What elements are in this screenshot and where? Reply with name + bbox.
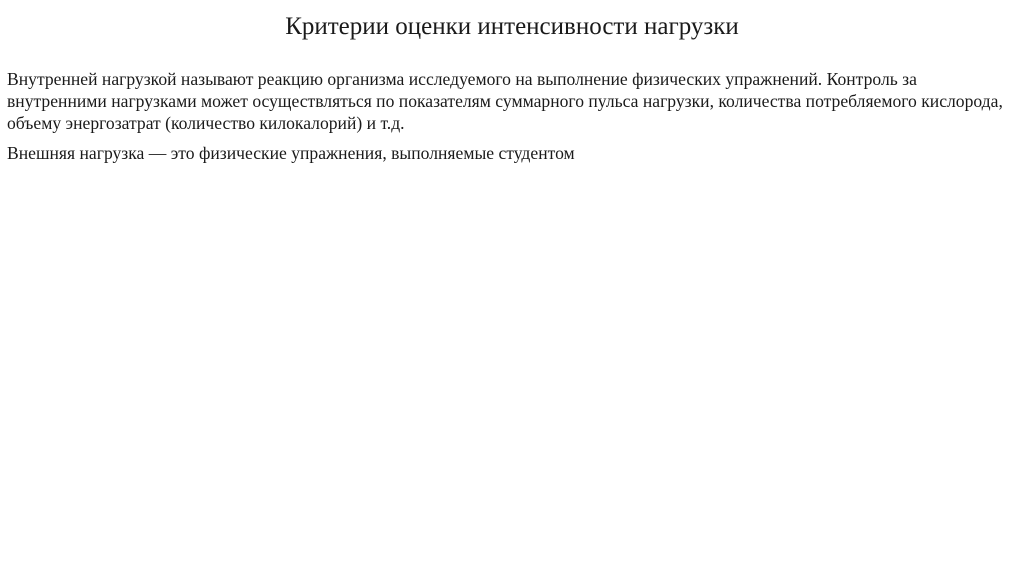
slide-title: Критерии оценки интенсивности нагрузки [285,13,739,40]
slide-body [7,68,1017,172]
paragraph-internal-load: Внутренней нагрузкой называют реакцию организма исследуемого на выполнение физических упражнений. Контроль за внутренними нагрузками может осуществляться по показателям суммарного пульса нагрузки, количества потребляемого кислорода, объему энергозатрат (количество килокалорий) и т.д. [7,69,1003,133]
paragraph-external-load: Внешняя нагрузка — это физические упражнения, выполняемые студентом [7,143,575,163]
